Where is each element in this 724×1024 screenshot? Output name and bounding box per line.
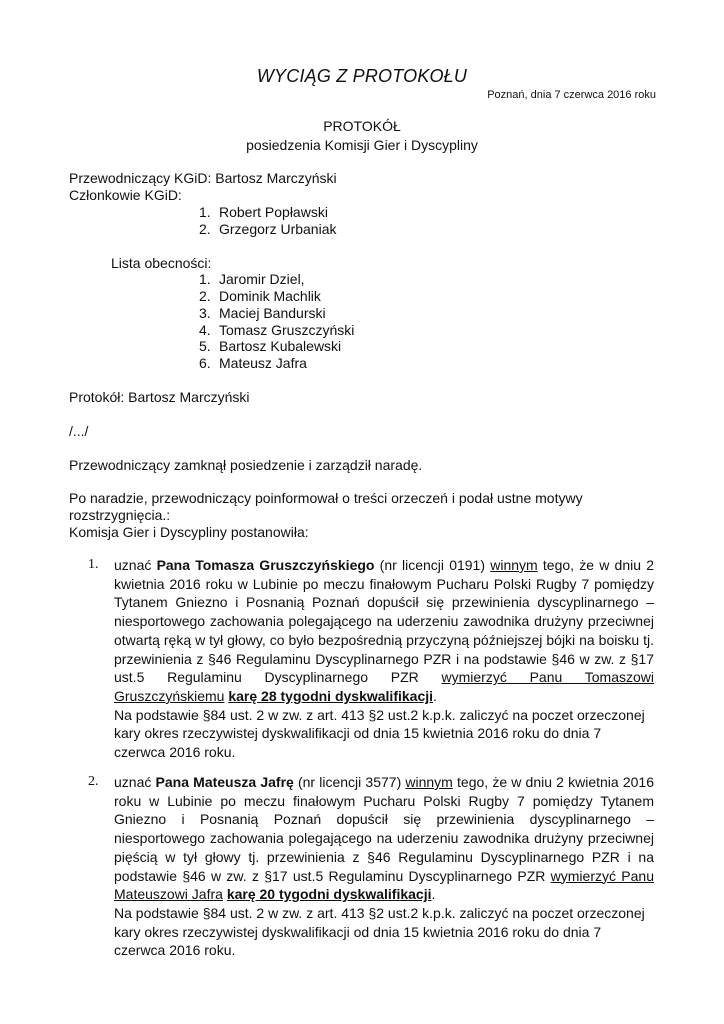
attendee-name: Tomasz Gruszczyński: [219, 322, 355, 338]
accused-name: Pana Tomasza Gruszczyńskiego: [156, 557, 375, 573]
member-item: 2. Grzegorz Urbaniak: [199, 221, 337, 237]
members-label: Członkowie KGiD:: [69, 187, 182, 203]
accused-name: Pana Mateusza Jafrę: [155, 774, 294, 790]
attendance-item: 2. Dominik Machlik: [199, 288, 321, 304]
member-name: Robert Popławski: [219, 204, 328, 220]
verdict-word: winnym: [490, 557, 538, 573]
protocol-heading: PROTOKÓŁ: [323, 118, 401, 134]
attendee-name: Bartosz Kubalewski: [219, 338, 342, 354]
decided-intro: Komisja Gier i Dyscypliny postanowiła:: [69, 524, 309, 540]
credit-note: Na podstawie §84 ust. 2 w zw. z art. 413 §2 ust.2 k.p.k. zaliczyć na poczet orzeczonej kary okres rzeczywistej dyskwalifikacji od dnia 15 kwietnia 2016 roku do dnia 7 czerwca 2016 roku.: [114, 706, 645, 761]
penalty: karę 28 tygodni dyskwalifikacji: [228, 687, 434, 704]
closing-statement: Przewodniczący zamknął posiedzenie i zarządził naradę.: [69, 457, 423, 473]
penalty: karę 20 tygodni dyskwalifikacji: [226, 886, 432, 903]
penalty-imposition: wymierzyć Panu Tomaszowi Gruszczyńskiemu: [114, 669, 655, 704]
place-date: Poznań, dnia 7 czerwca 2016 roku: [487, 89, 656, 101]
verdict-word: winnym: [405, 774, 453, 790]
attendance-label: Lista obecności:: [111, 255, 212, 271]
decision-item: 1. uznać Pana Tomasza Gruszczyńskiego (nr licencji 0191) winnym tego, że w dniu 2 kwietnia 2016 roku w Lubinie po meczu finałowym Pucharu Polski Rugby 7 pomiędzy Tytanem Gniezno i Posnanią Poznań dopuścił się przewinienia dyscyplinarnego – niesportowego zachowania polegającego na uderzeniu zawodnika drużyny przeciwnej otwartą ręką w tył głowy, co było bezpośrednią przyczyną późniejszej bójki na boisku tj. przewinienia z §46 Regulaminu Dyscyplinarnego PZR i na podstawie §46 w zw. z §17 ust.5 Regulaminu Dyscyplinarnego PZR wymierzyć Panu Tomaszowi Gruszczyńskiemu karę 28 tygodni dyskwalifikacji. Na podstawie §84 ust. 2 w zw. z art. 413 §2 ust.2 k.p.k. zaliczyć na poczet orzeczonej kary okres rzeczywistej dyskwalifikacji od dnia 15 kwietnia 2016 roku do dnia 7 czerwca 2016 roku.: [88, 557, 655, 761]
document-title: WYCIĄG Z PROTOKOŁU: [256, 66, 468, 86]
decision-number: 1.: [88, 557, 99, 572]
attendee-name: Mateusz Jafra: [219, 355, 307, 371]
chair-line: Przewodniczący KGiD: Bartosz Marczyński: [69, 170, 337, 186]
penalty-imposition: wymierzyć Panu Mateuszowi Jafra: [114, 867, 654, 903]
credit-note: Na podstawie §84 ust. 2 w zw. z art. 413 §2 ust.2 k.p.k. zaliczyć na poczet orzeczonej kary okres rzeczywistej dyskwalifikacji od dnia 15 kwietnia 2016 roku do dnia 7 czerwca 2016 roku.: [114, 904, 645, 959]
attendee-name: Jaromir Dziel,: [219, 271, 305, 287]
protocol-subheading: posiedzenia Komisji Gier i Dyscypliny: [246, 137, 478, 153]
protocol-author: Protokół: Bartosz Marczyński: [69, 389, 250, 405]
attendee-name: Maciej Bandurski: [219, 305, 326, 321]
attendance-item: 6. Mateusz Jafra: [199, 355, 307, 371]
omission-mark: /.../: [69, 423, 89, 439]
attendance-item: 1. Jaromir Dziel,: [199, 271, 305, 287]
attendee-name: Dominik Machlik: [219, 288, 321, 304]
after-deliberation-line2: rozstrzygnięcia.:: [69, 507, 171, 523]
member-name: Grzegorz Urbaniak: [219, 221, 337, 237]
decision-item: 2. uznać Pana Mateusza Jafrę (nr licencji 3577) winnym tego, że w dniu 2 kwietnia 2016 roku w Lubinie po meczu finałowym Pucharu Polski Rugby 7 pomiędzy Tytanem Gniezno i Posnanią Poznań dopuścił się przewinienia dyscyplinarnego – niesportowego zachowania polegającego na uderzeniu zawodnika drużyny przeciwnej pięścią w tył głowy tj. przewinienia z §46 Regulaminu Dyscyplinarnego PZR i na podstawie §46 w zw. z §17 ust.5 Regulaminu Dyscyplinarnego PZR wymierzyć Panu Mateuszowi Jafra karę 20 tygodni dyskwalifikacji. Na podstawie §84 ust. 2 w zw. z art. 413 §2 ust.2 k.p.k. zaliczyć na poczet orzeczonej kary okres rzeczywistej dyskwalifikacji od dnia 15 kwietnia 2016 roku do dnia 7 czerwca 2016 roku.: [88, 774, 654, 959]
attendance-item: 4. Tomasz Gruszczyński: [199, 322, 355, 338]
decision-number: 2.: [88, 774, 99, 789]
attendance-item: 3. Maciej Bandurski: [199, 305, 326, 321]
after-deliberation-line1: Po naradzie, przewodniczący poinformował o treści orzeczeń i podał ustne motywy: [69, 490, 583, 506]
member-item: 1. Robert Popławski: [199, 204, 328, 220]
attendance-item: 5. Bartosz Kubalewski: [199, 338, 342, 354]
